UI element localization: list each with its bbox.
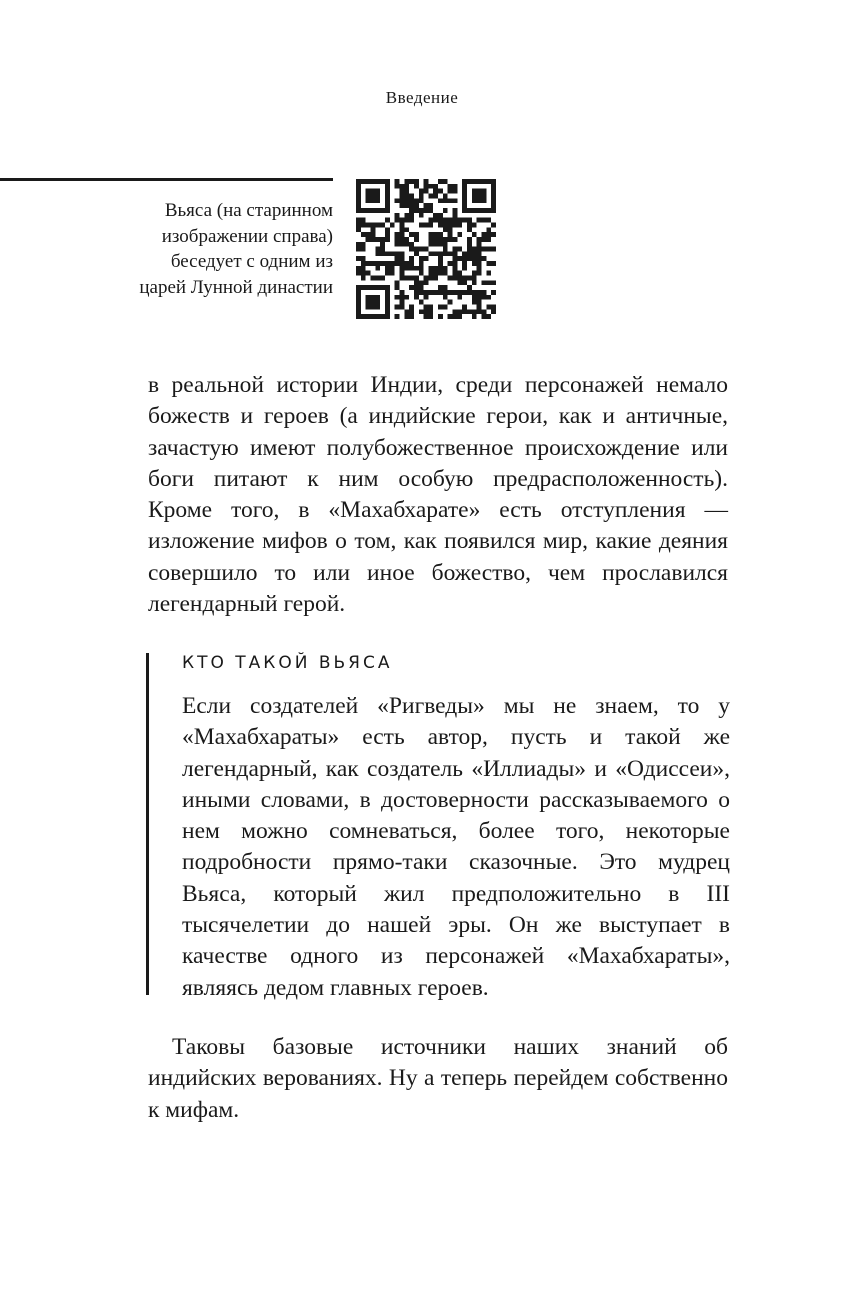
body-paragraph-1: в реальной истории Индии, среди персонажей немало божеств и героев (а индийские герои, как и античные, зачастую имеют полубожественное происхождение или боги питают к ним особую предрасположенность). Кроме того, в «Махабхарате» есть отступления — изложение мифов о том, как появился мир, какие деяния совершило то или иное божество, чем прославился легендарный герой. bbox=[148, 372, 728, 618]
caption-divider bbox=[0, 178, 333, 181]
qr-code-icon[interactable] bbox=[356, 179, 496, 319]
figure-caption: Вьяса (на старинном изображении справа) беседует с одним из царей Лунной династии bbox=[139, 200, 333, 298]
qr-modules bbox=[356, 179, 496, 319]
body-paragraph-2: Таковы базовые источники наших знаний об индийских верованиях. Ну а теперь перейдем собственно к мифам. bbox=[148, 1034, 728, 1123]
sidebar-title: КТО ТАКОЙ ВЬЯСА bbox=[182, 653, 393, 673]
sidebar-box bbox=[146, 653, 731, 1001]
sidebar-text: Если создателей «Ригведы» мы не знаем, то у «Махабхараты» есть автор, пусть и такой же легендарный, как создатель «Иллиады» и «Одиссеи», иными словами, в достоверности рассказываемого о нем можно сомневаться, более того, некоторые подробности прямо-таки сказочные. Это мудрец Вьяса, который жил предположительно в III тысячелетии до нашей эры. Он же выступает в качестве одного из персонажей «Махабхараты», являясь дедом главных героев. bbox=[182, 693, 730, 1001]
qr-code-graphic bbox=[356, 179, 496, 319]
running-header: Введение bbox=[385, 88, 459, 107]
